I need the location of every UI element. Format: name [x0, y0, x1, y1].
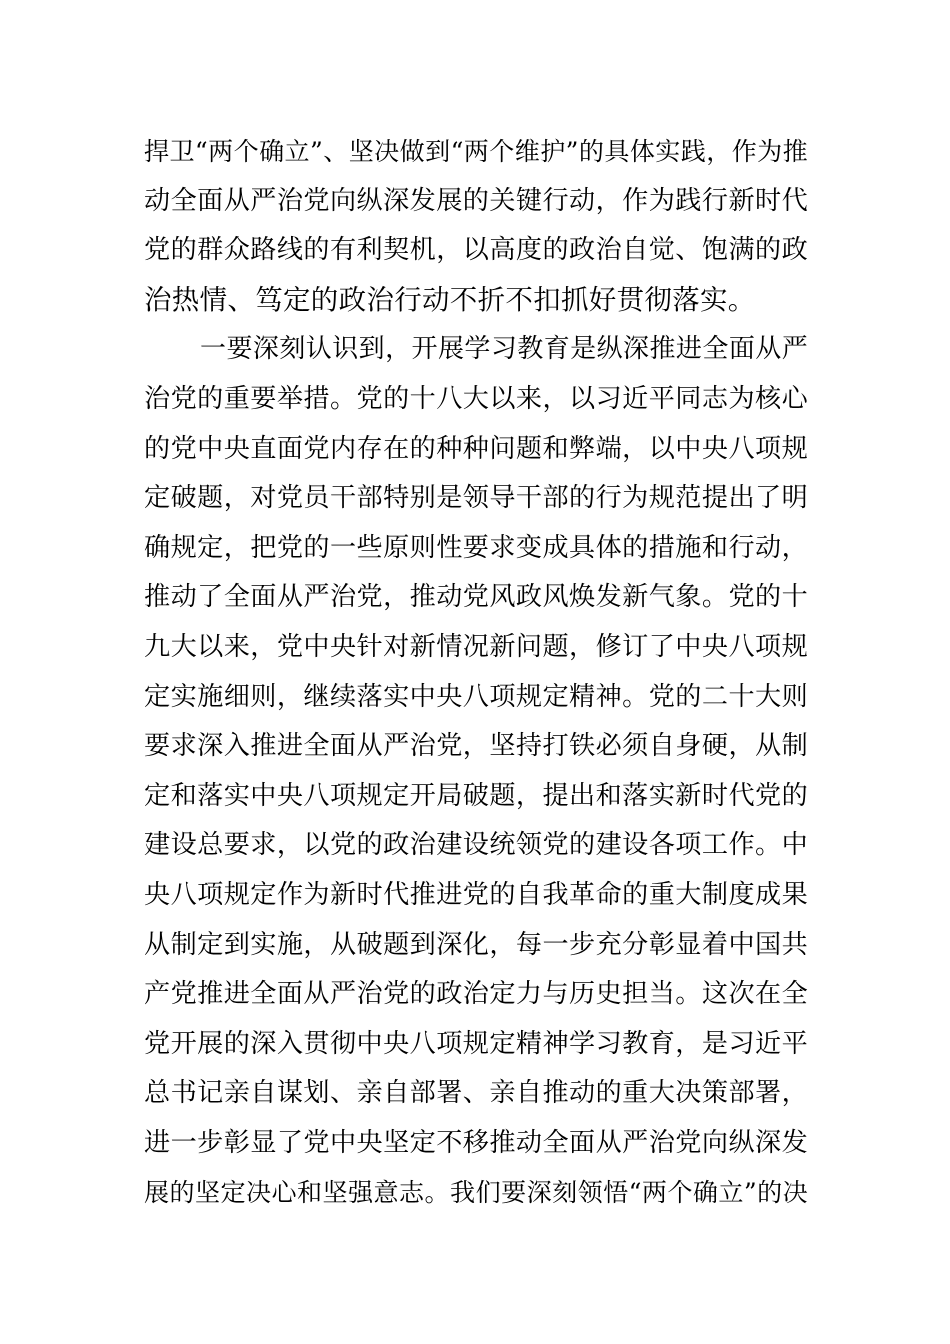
text-line: 央八项规定作为新时代推进党的自我革命的重大制度成果	[144, 879, 808, 910]
text-line: 治热情、笃定的政治行动不折不扣抓好贯彻落实。	[144, 283, 756, 316]
text-line: 展的坚定决心和坚强意志。我们要深刻领悟“两个确立”的决	[144, 1178, 808, 1208]
text-line: 的党中央直面党内存在的种种问题和弊端，以中央八项规	[144, 433, 808, 464]
text-line: 定破题，对党员干部特别是领导干部的行为规范提出了明	[144, 483, 808, 514]
text-line: 动全面从严治党向纵深发展的关键行动，作为践行新时代	[144, 185, 808, 216]
text-line: 推动了全面从严治党，推动党风政风焕发新气象。党的十	[144, 582, 808, 613]
text-line: 党开展的深入贯彻中央八项规定精神学习教育，是习近平	[144, 1028, 808, 1059]
text-line: 定实施细则，继续落实中央八项规定精神。党的二十大则	[144, 681, 808, 712]
text-line: 捍卫“两个确立”、坚决做到“两个维护”的具体实践，作为推	[144, 137, 808, 166]
text-line: 要求深入推进全面从严治党，坚持打铁必须自身硬，从制	[144, 731, 808, 762]
text-line: 进一步彰显了党中央坚定不移推动全面从严治党向纵深发	[144, 1127, 808, 1158]
text-line: 治党的重要举措。党的十八大以来，以习近平同志为核心	[144, 383, 808, 414]
body-text	[144, 127, 808, 1218]
text-line: 产党推进全面从严治党的政治定力与历史担当。这次在全	[144, 979, 808, 1010]
text-line: 党的群众路线的有利契机，以高度的政治自觉、饱满的政	[144, 235, 808, 266]
text-line: 建设总要求，以党的政治建设统领党的建设各项工作。中	[144, 830, 808, 861]
text-line: 从制定到实施，从破题到深化，每一步充分彰显着中国共	[144, 929, 808, 960]
text-line: 九大以来，党中央针对新情况新问题，修订了中央八项规	[144, 631, 808, 662]
paragraph-first-line: 一要深刻认识到，开展学习教育是纵深推进全面从严	[200, 334, 808, 365]
text-line: 总书记亲自谋划、亲自部署、亲自推动的重大决策部署，	[144, 1078, 808, 1109]
text-line: 定和落实中央八项规定开局破题，提出和落实新时代党的	[144, 780, 808, 811]
text-line: 确规定，把党的一些原则性要求变成具体的措施和行动，	[144, 532, 808, 563]
